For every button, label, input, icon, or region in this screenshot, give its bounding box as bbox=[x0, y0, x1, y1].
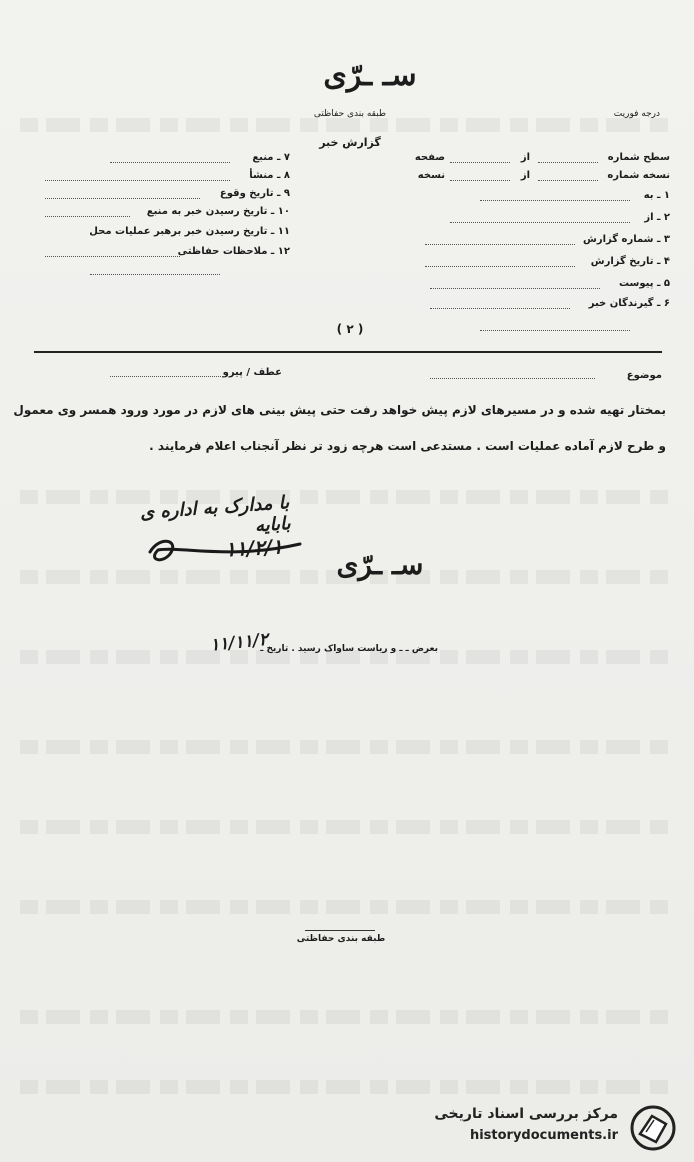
priority-label: درجه فوریت bbox=[613, 109, 660, 119]
field-label: نسخه شماره bbox=[607, 170, 670, 181]
field-row bbox=[40, 226, 290, 246]
distribution-line: بعرض ـ ـ و ریاست ساواک رسید . تاریخ ـ bbox=[260, 644, 438, 654]
subject-dots bbox=[430, 378, 595, 379]
header-divider bbox=[34, 351, 662, 353]
field-dots bbox=[45, 256, 180, 257]
book-logo-icon bbox=[628, 1104, 678, 1152]
field-label: ۱۲ ـ ملاحظات حفاظتی bbox=[177, 246, 290, 257]
field-dots bbox=[450, 162, 510, 163]
field-row bbox=[40, 188, 290, 206]
field-row bbox=[420, 234, 670, 256]
field-dots bbox=[90, 274, 220, 275]
bottom-rule bbox=[305, 930, 375, 931]
field-row bbox=[40, 170, 290, 188]
watermark bbox=[400, 1100, 688, 1158]
field-row bbox=[40, 152, 290, 170]
field-end: نسخه bbox=[417, 170, 445, 181]
field-label: ۲ ـ از bbox=[644, 212, 670, 223]
reference-dots bbox=[110, 376, 225, 377]
field-label: ۶ ـ گیرندگان خبر bbox=[588, 298, 670, 309]
field-dots bbox=[450, 180, 510, 181]
subject-label: موضوع bbox=[626, 370, 662, 381]
field-row bbox=[420, 190, 670, 212]
field-label: ۴ ـ تاریخ گزارش bbox=[590, 256, 670, 267]
field-dots bbox=[45, 216, 130, 217]
field-dots bbox=[538, 162, 598, 163]
field-row bbox=[417, 170, 670, 188]
field-row bbox=[40, 206, 290, 226]
watermark-url: historydocuments.ir bbox=[469, 1128, 618, 1143]
field-label: ۱۱ ـ تاریخ رسیدن خبر برهبر عملیات محل bbox=[89, 226, 290, 237]
field-label: ۱ ـ به bbox=[643, 190, 670, 201]
field-end: صفحه bbox=[414, 152, 445, 163]
left-fields bbox=[40, 152, 290, 275]
body-line-1: بمختار تهیه شده و در مسیرهای لازم پیش خواهد رفت حتی پیش بینی های لازم در مورد ورود همسر وی معمول bbox=[13, 403, 666, 417]
field-label: ۹ ـ تاریخ وقوع bbox=[219, 188, 290, 199]
handwritten-note: با مدارک به اداره ی بابایه bbox=[139, 492, 292, 537]
field-mid: از bbox=[520, 152, 530, 163]
right-fields bbox=[414, 152, 670, 318]
watermark-title: مرکز بررسی اسناد تاریخی bbox=[434, 1106, 618, 1122]
field-label: ۱۰ ـ تاریخ رسیدن خبر به منبع bbox=[146, 206, 290, 217]
field-dots bbox=[425, 266, 575, 267]
field-dots bbox=[480, 200, 630, 201]
field-dots bbox=[425, 244, 575, 245]
page-number: ( ۲ ) bbox=[336, 322, 364, 336]
field-dots bbox=[430, 308, 570, 309]
field-dots bbox=[450, 222, 630, 223]
field-row bbox=[420, 256, 670, 278]
field-dots bbox=[538, 180, 598, 181]
classification-title: سـ ـرّی bbox=[323, 58, 417, 93]
reference-label: عطف / پیرو bbox=[222, 367, 282, 378]
field-label: ۳ ـ شماره گزارش bbox=[583, 234, 670, 245]
distribution-handwriting: ۱۱/۱۱/۲ bbox=[209, 629, 269, 656]
field-dots bbox=[480, 330, 630, 331]
field-row bbox=[420, 212, 670, 234]
handwritten-date: ۱۱/۲/۱ bbox=[224, 534, 284, 562]
field-label: ۸ ـ منشأ bbox=[249, 170, 290, 181]
field-label: سطح شماره bbox=[607, 152, 670, 163]
body-line-2: و طرح لازم آماده عملیات است . مستدعی است هرچه زود تر نظر آنجناب اعلام فرمایند . bbox=[149, 439, 666, 453]
classification-subtitle: طبقه بندی حفاظتی bbox=[313, 109, 387, 119]
field-row bbox=[420, 298, 670, 318]
bottom-classification-label: طبقه بندی حفاظتی bbox=[296, 934, 386, 944]
field-mid: از bbox=[520, 170, 530, 181]
field-dots bbox=[45, 180, 230, 181]
report-title: گزارش خبر bbox=[319, 136, 381, 149]
field-label: ۷ ـ منبع bbox=[252, 152, 290, 163]
field-row bbox=[40, 246, 290, 266]
field-row bbox=[420, 278, 670, 298]
field-label: ۵ ـ پیوست bbox=[618, 278, 670, 289]
field-dots bbox=[430, 288, 600, 289]
field-row bbox=[414, 152, 670, 170]
footer-classification: سـ ـرّی bbox=[336, 548, 424, 581]
field-dots bbox=[45, 198, 200, 199]
field-dots bbox=[110, 162, 230, 163]
